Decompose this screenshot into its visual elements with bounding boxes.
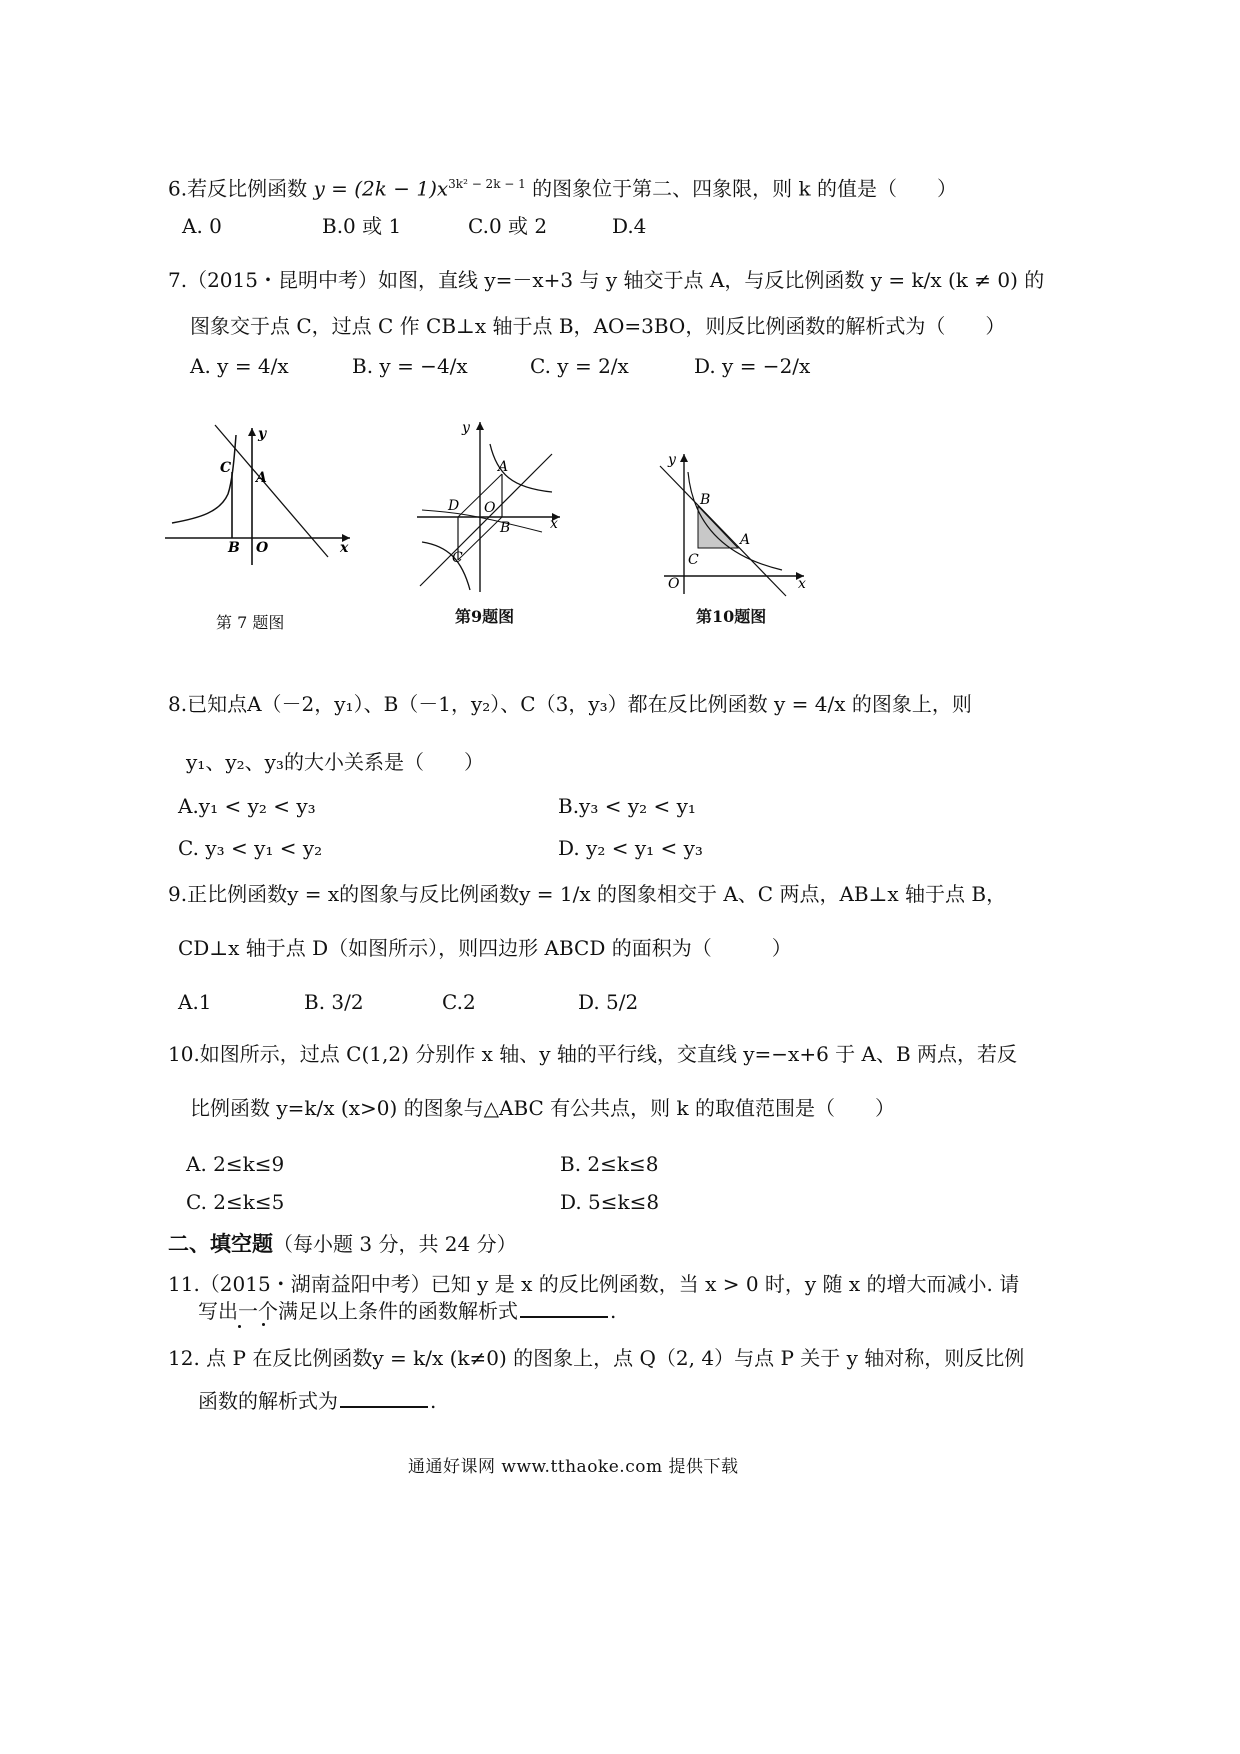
q11-line1: 11.（2015・湖南益阳中考）已知 y 是 x 的反比例函数，当 x > 0 时，y 随 x 的增大而减小. 请 [168, 1272, 1020, 1296]
q9-line1: 9.正比例函数y = x的图象与反比例函数y = 1/x 的图象相交于 A、C 两点，AB⊥x 轴于点 B， [168, 882, 1007, 906]
question-7-line1 [168, 266, 1044, 294]
fig9-curve-extra [422, 510, 542, 532]
q6-exponent: 3k² − 2k − 1 [448, 177, 526, 191]
figure-10 [654, 444, 814, 599]
fig7-caption: 第 7 题图 [216, 613, 285, 632]
fig10-label-a: A [740, 532, 751, 548]
q6-text-a: 6.若反比例函数 [168, 176, 314, 201]
q8-option-a: A.y₁ < y₂ < y₃ [178, 794, 316, 818]
q7-fraction-formula: y = k/x (k ≠ 0) 的 [870, 268, 1045, 292]
section-2-note: （每小题 3 分，共 24 分） [273, 1232, 517, 1256]
fig7-label-c: C [220, 460, 232, 476]
fig9-caption: 第9题图 [455, 607, 515, 626]
fig9-hyperbola-q3 [422, 542, 470, 590]
q6-option-c: C.0 或 2 [468, 214, 548, 238]
q9-option-b: B. 3/2 [304, 990, 364, 1014]
fig9-label-a: A [498, 459, 509, 475]
q8-line1: 8.已知点A（－2，y₁）、B（－1，y₂）、C（3，y₃）都在反比例函数 [168, 692, 768, 716]
q6-option-d: D.4 [612, 214, 647, 238]
q7-option-a: A. y = 4/x [190, 354, 289, 378]
fig10-caption: 第10题图 [696, 607, 767, 626]
q12-answer-blank[interactable] [340, 1386, 428, 1408]
q7-option-c: C. y = 2/x [530, 354, 629, 378]
fig7-label-b: B [228, 540, 240, 556]
fig10-label-o: O [668, 576, 680, 592]
q6-option-a: A. 0 [182, 214, 222, 238]
q10-option-d: D. 5≤k≤8 [560, 1190, 660, 1214]
fig10-y-arrow [680, 454, 688, 462]
fig10-label-b: B [700, 492, 711, 508]
fig9-label-o: O [484, 500, 496, 516]
q10-option-a: A. 2≤k≤9 [186, 1152, 285, 1176]
fig9-label-b: B [500, 520, 511, 536]
question-6 [168, 170, 957, 203]
q8-option-c: C. y₃ < y₁ < y₂ [178, 836, 323, 860]
q8-fraction-formula: y = 4/x 的图象上，则 [774, 692, 972, 716]
q12-line2-end: . [430, 1389, 437, 1413]
q10-line2: 比例函数 y=k/x (x>0) 的图象与△ABC 有公共点，则 k 的取值范围是（ ） [190, 1096, 896, 1120]
fig10-triangle-abc [698, 506, 738, 548]
q12-line2 [198, 1386, 436, 1415]
q12-line1: 12. 点 P 在反比例函数y = k/x (k≠0) 的图象上，点 Q（2, 4）与点 P 关于 y 轴对称，则反比例 [168, 1346, 1025, 1370]
figure-7 [160, 420, 370, 570]
q11-line2-text: 写出一个满足以上条件的函数解析式 [198, 1299, 518, 1323]
q6-option-b: B.0 或 1 [322, 214, 402, 238]
q10-line1: 10.如图所示，过点 C(1,2) 分别作 x 轴、y 轴的平行线，交直线 y=−x+6 于 A、B 两点，若反 [168, 1042, 1018, 1066]
q11-emphasis-dot [262, 1323, 265, 1326]
fig7-label-y: y [258, 426, 267, 442]
q7-line1: 7.（2015・昆明中考）如图，直线 y=－x+3 与 y 轴交于点 A，与反比例函数 [168, 268, 865, 292]
q12-line2-text: 函数的解析式为 [198, 1389, 338, 1413]
fig7-label-x: x [340, 540, 349, 556]
q6-text-b: 的图象位于第二、四象限，则 k 的值是（ ） [525, 176, 957, 201]
fig10-label-y: y [668, 452, 676, 468]
q11-answer-blank[interactable] [520, 1296, 608, 1318]
q6-formula: y = (2k − 1)x [313, 176, 449, 201]
q7-option-d: D. y = −2/x [694, 354, 811, 378]
page-footer: 通通好课网 www.tthaoke.com 提供下载 [408, 1457, 739, 1477]
fig7-y-arrow [248, 428, 256, 436]
q7-line2: 图象交于点 C，过点 C 作 CB⊥x 轴于点 B，AO=3BO，则反比例函数的解析式为（ ） [190, 314, 1006, 338]
section-2-heading [168, 1228, 517, 1258]
fig7-hyperbola [172, 435, 236, 523]
q7-option-b: B. y = −4/x [352, 354, 468, 378]
question-8-line1 [168, 690, 972, 718]
figure-9 [412, 414, 572, 594]
q9-option-a: A.1 [178, 990, 212, 1014]
fig10-label-c: C [688, 552, 699, 568]
fig7-label-o: O [256, 540, 269, 556]
q10-option-b: B. 2≤k≤8 [560, 1152, 659, 1176]
fig7-label-a: A [256, 470, 267, 486]
q8-line2: y₁、y₂、y₃的大小关系是（ ） [186, 750, 484, 774]
fig9-label-d: D [448, 498, 460, 514]
q9-line2: CD⊥x 轴于点 D（如图所示），则四边形 ABCD 的面积为（ ） [178, 936, 792, 960]
q8-option-b: B.y₃ < y₂ < y₁ [558, 794, 696, 818]
fig9-label-c: C [452, 550, 463, 566]
q11-line2 [198, 1296, 616, 1325]
q10-option-c: C. 2≤k≤5 [186, 1190, 285, 1214]
fig9-label-y: y [462, 420, 470, 436]
fig9-label-x: x [550, 516, 558, 532]
q8-option-d: D. y₂ < y₁ < y₃ [558, 836, 703, 860]
fig9-line-yx [420, 454, 552, 586]
section-2-title: 二、填空题 [168, 1231, 273, 1256]
q9-option-c: C.2 [442, 990, 476, 1014]
fig9-y-arrow [476, 422, 484, 430]
q11-emphasis-dot [238, 1325, 241, 1328]
q9-option-d: D. 5/2 [578, 990, 639, 1014]
q11-line2-end: . [610, 1299, 617, 1323]
fig10-label-x: x [798, 576, 806, 592]
